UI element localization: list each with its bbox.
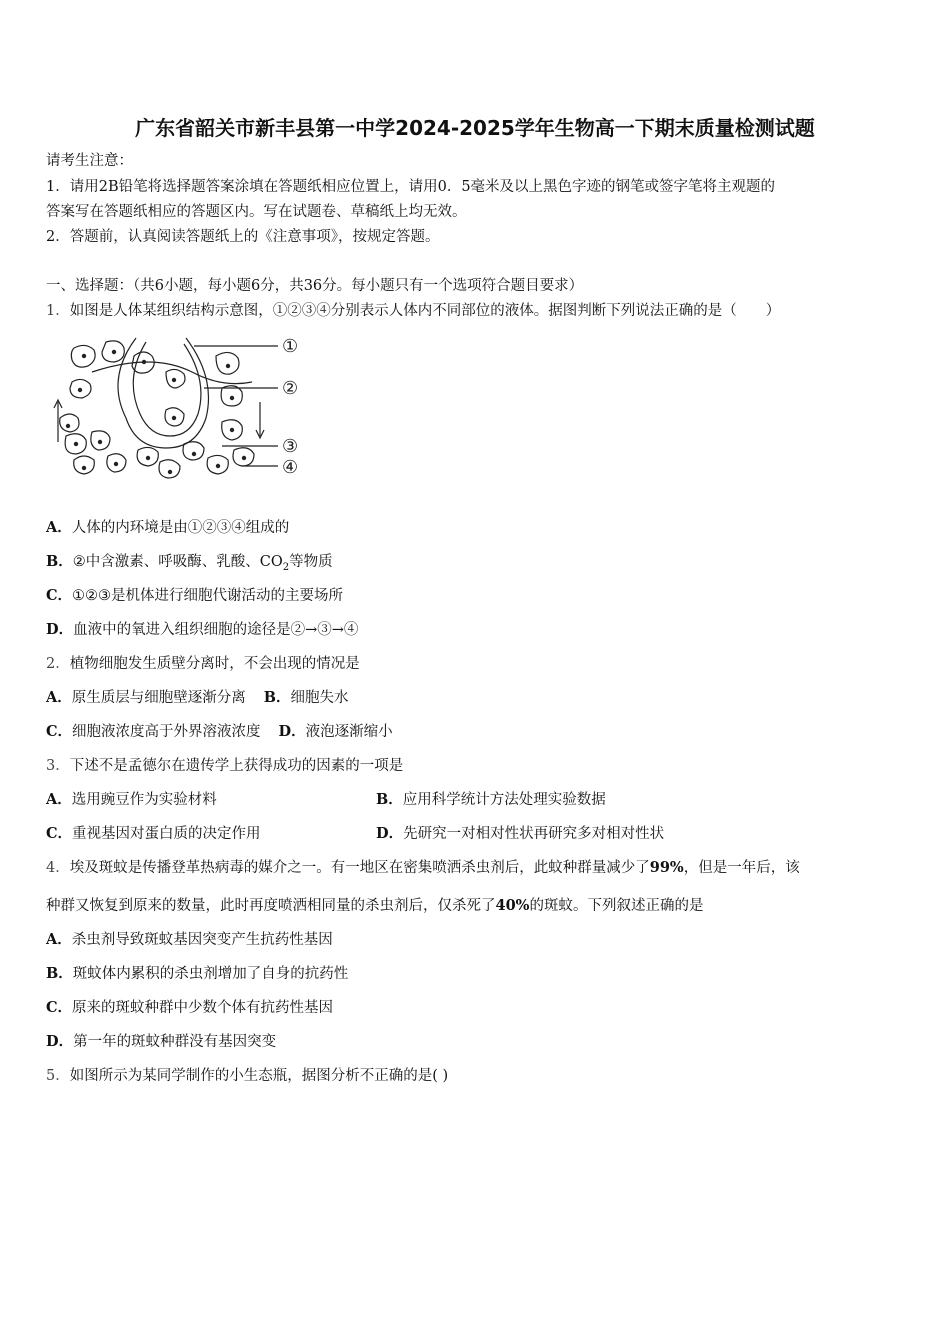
question-1-stem: [46, 301, 780, 321]
figure-label-4: ④: [282, 457, 299, 478]
q1-option-b[interactable]: [46, 552, 333, 578]
option-letter: B．: [263, 689, 291, 706]
option-letter: A．: [46, 791, 72, 808]
figure-label-2: ②: [282, 378, 299, 399]
option-text: 液泡逐渐缩小: [305, 724, 393, 740]
q4-option-a[interactable]: [46, 930, 333, 950]
question-3-stem: [46, 756, 403, 776]
question-text: 如图所示为某同学制作的小生态瓶，据图分析不正确的是( ): [69, 1068, 449, 1084]
q4-option-d[interactable]: [46, 1032, 276, 1052]
option-letter: D．: [376, 825, 404, 842]
option-text: 杀虫剂导致斑蚊基因突变产生抗药性基因: [71, 932, 333, 948]
percentage: 40%: [495, 897, 530, 914]
q2-options-ab: [46, 688, 349, 708]
option-letter: C．: [46, 587, 73, 604]
option-letter: A．: [46, 519, 72, 536]
notice-item-1b: 答案写在答题纸相应的答题区内。写在试题卷、草稿纸上均无效。: [46, 204, 467, 220]
question-number: 1．: [46, 303, 70, 319]
question-4-stem-line1: [46, 858, 800, 878]
q2-option-a[interactable]: [46, 690, 246, 706]
option-letter: D．: [46, 621, 74, 638]
question-4-stem-line2: [46, 896, 703, 916]
option-text: 血液中的氧进入组织细胞的途径是②→③→④: [73, 622, 359, 638]
q1-option-c[interactable]: [46, 586, 343, 606]
q3-option-c[interactable]: [46, 824, 261, 844]
percentage: 99%: [649, 859, 684, 876]
q3-option-a[interactable]: [46, 790, 217, 810]
subscript: 2: [282, 561, 290, 573]
question-2-stem: [46, 654, 360, 674]
question-text: 埃及斑蚊是传播登革热病毒的媒介之一。有一地区在密集喷洒杀虫剂后，此蚊种群量减少了: [69, 860, 650, 876]
option-text: 原来的斑蚊种群中少数个体有抗药性基因: [72, 1000, 334, 1016]
figure-label-1: ①: [282, 336, 299, 357]
option-text: 选用豌豆作为实验材料: [71, 792, 217, 808]
q3-option-d[interactable]: [376, 824, 664, 844]
option-text: 原生质层与细胞壁逐渐分离: [71, 690, 246, 706]
question-number: 2．: [46, 656, 70, 672]
option-letter: D．: [46, 1033, 74, 1050]
option-text: 先研究一对相对性状再研究多对相对性状: [403, 826, 665, 842]
figure-label-3: ③: [282, 436, 299, 457]
section-heading: 一、选择题：（共6小题，每小题6分，共36分。每小题只有一个选项符合题目要求）: [46, 278, 584, 294]
question-number: 5．: [46, 1068, 70, 1084]
option-letter: B．: [46, 553, 73, 570]
question-text: 下述不是孟德尔在遗传学上获得成功的因素的一项是: [69, 758, 404, 774]
q4-option-b[interactable]: [46, 964, 348, 984]
question-text: 的斑蚊。下列叙述正确的是: [529, 898, 704, 914]
q2-options-cd: [46, 722, 393, 742]
question-number: 4．: [46, 860, 70, 876]
q2-option-b[interactable]: [264, 690, 349, 706]
question-text: 如图是人体某组织结构示意图，①②③④分别表示人体内不同部位的液体。据图判断下列说法正确的是（ ）: [69, 303, 781, 319]
option-text: 重视基因对蛋白质的决定作用: [72, 826, 261, 842]
option-text: 人体的内环境是由①②③④组成的: [71, 520, 290, 536]
option-letter: B．: [376, 791, 403, 808]
option-letter: B．: [46, 965, 73, 982]
option-letter: C．: [46, 825, 73, 842]
q2-option-c[interactable]: [46, 724, 261, 740]
q3-option-b[interactable]: [376, 790, 606, 810]
notice-heading: 请考生注意：: [46, 153, 133, 169]
notice-item-2: 2．答题前，认真阅读答题纸上的《注意事项》，按规定答题。: [46, 229, 440, 245]
notice-item-1a: 1．请用2B铅笔将选择题答案涂填在答题纸相应位置上，请用0．5毫米及以上黑色字迹的钢笔或签字笔将主观题的: [46, 179, 776, 195]
q4-option-c[interactable]: [46, 998, 333, 1018]
q1-option-d[interactable]: [46, 620, 358, 640]
option-text: ②中含激素、呼吸酶、乳酸、CO: [72, 554, 283, 570]
capillary-outer: [118, 338, 209, 448]
option-text: 细胞失水: [290, 690, 349, 706]
tissue-diagram: [46, 332, 316, 492]
question-number: 3．: [46, 758, 70, 774]
option-text: 应用科学统计方法处理实验数据: [402, 792, 606, 808]
tissue-cells: [60, 341, 254, 478]
option-text: 细胞液浓度高于外界溶液浓度: [72, 724, 261, 740]
q1-option-a[interactable]: [46, 518, 289, 538]
question-text: 种群又恢复到原来的数量，此时再度喷洒相同量的杀虫剂后，仅杀死了: [46, 898, 496, 914]
option-text-tail: 等物质: [289, 554, 333, 570]
option-letter: C．: [46, 723, 73, 740]
question-text: 植物细胞发生质壁分离时，不会出现的情况是: [69, 656, 360, 672]
page-title: 广东省韶关市新丰县第一中学2024-2025学年生物高一下期末质量检测试题: [135, 116, 815, 140]
question-5-stem: [46, 1066, 448, 1086]
question-text: ，但是一年后，该: [683, 860, 800, 876]
option-letter: C．: [46, 999, 73, 1016]
option-letter: A．: [46, 689, 72, 706]
option-text: 斑蚊体内累积的杀虫剂增加了自身的抗药性: [72, 966, 349, 982]
option-text: 第一年的斑蚊种群没有基因突变: [73, 1034, 277, 1050]
q2-option-d[interactable]: [279, 724, 393, 740]
option-letter: D．: [278, 723, 306, 740]
option-text: ①②③是机体进行细胞代谢活动的主要场所: [72, 588, 344, 604]
option-letter: A．: [46, 931, 72, 948]
